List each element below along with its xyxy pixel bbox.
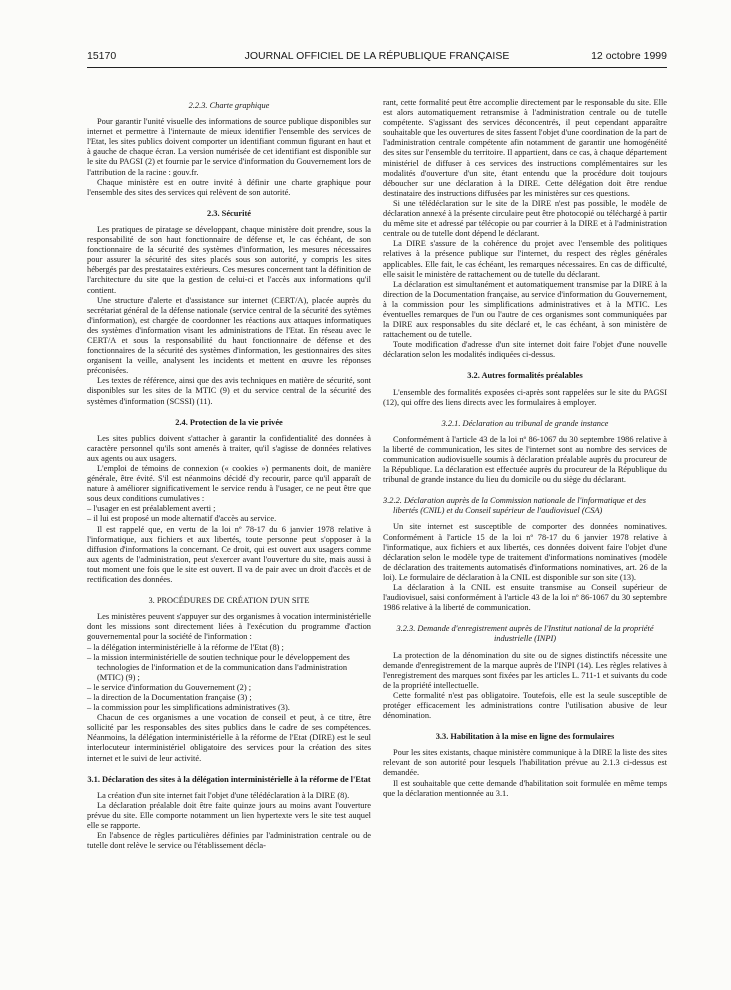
list-item: – la mission interministérielle de soutien technique pour le développement des technologies de l'information et de la communication dans l'administration (MTIC) (9) ; — [87, 652, 350, 682]
paragraph: La déclaration à la CNIL est ensuite transmise au Conseil supérieur de l'audiovisuel, saisi conformément à l'article 43 de la loi nº 86-1067 du 30 septembre 1986 relative à la liberté de communication. — [383, 583, 667, 613]
list-item: – la commission pour les simplifications administratives (3). — [87, 703, 290, 713]
paragraph: Les textes de référence, ainsi que des avis techniques en matière de sécurité, sont disponibles sur les sites de la MTIC (9) et du service central de la sécurité des systèmes d'information (SCSSI) (11). — [87, 376, 371, 406]
left-column — [87, 98, 371, 851]
paragraph: Pour garantir l'unité visuelle des informations de source publique disponibles sur internet et permettre à l'internaute de mieux identifier l'ensemble des services de l'Etat, les sites publics doivent comporter un identifiant commun figurant en haut et à gauche de chaque écran. La version numérisée de cet identifiant est disponible sur le site du PAGSI (2) et fournie par le service d'information du Gouvernement lors de l'attribution de la racine : gouv.fr. — [87, 117, 371, 177]
list-item: – la délégation interministérielle à la réforme de l'Etat (8) ; — [87, 642, 284, 652]
section-heading: 3. PROCÉDURES DE CRÉATION D'UN SITE — [148, 596, 310, 606]
page-number: 15170 — [87, 50, 117, 62]
section-heading: 3.2. Autres formalités préalables — [467, 371, 583, 381]
list-item: – le service d'information du Gouvernement (2) ; — [87, 682, 252, 692]
paragraph: Chacun de ces organismes a une vocation de conseil et peut, à ce titre, être sollicité par les responsables des sites publics dans le cadre de ses compétences. Néanmoins, la délégation interministérielle à la réforme de l'Etat (DIRE) est le seul interlocuteur interministériel obligatoire des services pour la création des sites internet et le suivi de leur activité. — [87, 713, 371, 763]
paragraph: La DIRE s'assure de la cohérence du projet avec l'ensemble des politiques relatives à la présence publique sur l'internet, du respect des règles générales applicables. Elle fait, le cas échéant, les remarques nécessaires. En cas de difficulté, elle saisit le ministère de rattachement ou de tutelle du déclarant. — [383, 239, 667, 279]
paragraph: Les ministères peuvent s'appuyer sur des organismes à vocation interministérielle dont les missions sont directement liées à l'exécution du programme d'action gouvernemental pour la société de l'information : — [87, 612, 371, 642]
paragraph: Chaque ministère est en outre invité à définir une charte graphique pour l'ensemble des sites des services qui relèvent de son autorité. — [87, 177, 371, 197]
paragraph: La déclaration est simultanément et automatiquement transmise par la DIRE à la direction de la Documentation française, au service d'information du Gouvernement, à la commission pour les simplifications administratives et à la MTIC. Les éventuelles remarques de l'un ou l'autre de ces organismes sont communiquées par la DIRE aux responsables du site déclaré et, le cas échéant, à son ministère de rattachement ou de tutelle. — [383, 279, 667, 340]
paragraph: Les pratiques de piratage se développant, chaque ministère doit prendre, sous la responsabilité de son haut fonctionnaire de défense et, le cas échéant, de son fonctionnaire de la sécurité des systèmes d'information, les mesures nécessaires pour assurer la sécurité des sites placés sous son autorité, y compris les sites hébergés par des prestataires extérieurs. Ces mesures concernent tant la définition de l'architecture du site que la gestion de celui-ci et l'accès aux informations qu'il contient. — [87, 224, 371, 295]
section-heading: 3.2.1. Déclaration au tribunal de grande instance — [441, 418, 609, 428]
section-heading: 3.1. Déclaration des sites à la délégation interministérielle à la réforme de l'Etat — [87, 774, 371, 784]
section-heading: 2.2.3. Charte graphique — [188, 101, 270, 110]
paragraph: La création d'un site internet fait l'objet d'une télédéclaration à la DIRE (8). — [97, 790, 350, 800]
issue-date: 12 octobre 1999 — [591, 50, 667, 62]
header-rule — [87, 67, 667, 68]
page-header — [87, 50, 667, 64]
paragraph: Pour les sites existants, chaque ministère communique à la DIRE la liste des sites relevant de son autorité pour lesquels l'habilitation prévue au 2.1.3 ci-dessus est demandée. — [383, 748, 667, 778]
paragraph: La protection de la dénomination du site ou de signes distinctifs nécessite une demande d'enregistrement de la marque auprès de l'INPI (14). Les règles relatives à l'enregistrement des marques sont fixées par les articles L. 711-1 et suivants du code de la propriété intellectuelle. — [383, 650, 667, 690]
paragraph: L'ensemble des formalités exposées ci-après sont rappelées sur le site du PAGSI (12), qui offre des liens directs avec les formulaires à employer. — [383, 387, 667, 407]
paragraph: En l'absence de règles particulières définies par l'administration centrale ou de tutelle dont relève le service ou l'établissement décla- — [87, 831, 371, 851]
paragraph: Il est rappelé que, en vertu de la loi nº 78-17 du 6 janvier 1978 relative à l'informatique, aux fichiers et aux libertés, toute personne peut s'opposer à la diffusion d'informations la concernant. Ce droit, qui est ouvert aux usagers comme aux agents de l'administration, peut s'exercer avant l'ouverture du site, mais aussi à tout moment une fois que le site est ouvert. Il va de pair avec un droit d'accès et de rectification des données. — [87, 524, 371, 585]
paragraph: L'emploi de témoins de connexion (« cookies ») permanents doit, de manière générale, être évité. S'il est néanmoins décidé d'y recourir, parce qu'il apparaît de nature à améliorer significativement le service rendu à l'usager, ce ne peut être que sous deux conditions cumulatives : — [87, 464, 371, 504]
list-item: – la direction de la Documentation française (3) ; — [87, 692, 252, 702]
paragraph: Si une télédéclaration sur le site de la DIRE n'est pas possible, le modèle de déclaration annexé à la présente circulaire peut être photocopié ou téléchargé à partir du même site et adressé par télécopie ou par courrier à la DIRE et à l'administration centrale ou de tutelle dont dépend le déclarant. — [383, 198, 667, 239]
paragraph: Toute modification d'adresse d'un site internet doit faire l'objet d'une nouvelle déclaration selon les modalités indiquées ci-dessus. — [383, 340, 667, 360]
journal-title: JOURNAL OFFICIEL DE LA RÉPUBLIQUE FRANÇAISE — [244, 50, 510, 62]
paragraph: rant, cette formalité peut être accomplie directement par le responsable du site. Elle est alors automatiquement retransmise à l'administration centrale ou de tutelle compétente. S'agissant des services déconcentrés, il peut cependant apparaître souhaitable que les ouvertures de sites fassent l'objet d'une coordination de la part de l'administration centrale compétente afin notamment de garantir une homogénéité des sites sur l'ensemble du territoire. Il appartient, dans ce cas, à chaque département ministériel de diffuser à ces services des instructions complémentaires sur les modalités d'ouverture d'un site, étant entendu que la procédure doit toujours déboucher sur une déclaration à la DIRE. Cette délégation doit être rendue destinataire des instructions diffusées par les ministères sur ces questions. — [383, 98, 667, 198]
paragraph: Les sites publics doivent s'attacher à garantir la confidentialité des données à caractère personnel qu'ils sont amenés à traiter, qu'il s'agisse de données relatives aux agents ou aux usagers. — [87, 433, 371, 463]
section-heading: 2.3. Sécurité — [207, 208, 251, 218]
section-heading: 3.2.3. Demande d'enregistrement auprès de l'Institut national de la propriété industrielle (INPI) — [396, 624, 654, 644]
right-column — [383, 98, 667, 799]
paragraph: Conformément à l'article 43 de la loi nº 86-1067 du 30 septembre 1986 relative à la liberté de communication, les sites de l'internet sont au nombre des services de communication audiovisuelle soumis à déclaration préalable auprès du procureur de la République. La déclaration est effectuée auprès du procureur de la République du tribunal de grande instance du lieu du domicile ou du siège du déclarant. — [383, 434, 667, 485]
paragraph: Cette formalité n'est pas obligatoire. Toutefois, elle est la seule susceptible de protéger efficacement les administrations contre l'utilisation abusive de leur dénomination. — [383, 690, 667, 721]
section-heading: 2.4. Protection de la vie privée — [175, 417, 283, 427]
section-heading: 3.2.2. Déclaration auprès de la Commission nationale de l'informatique et des libertés (CNIL) et du Conseil supérieur de l'audiovisuel (CSA) — [383, 496, 647, 516]
paragraph: La déclaration préalable doit être faite quinze jours au moins avant l'ouverture prévue du site. Elle comporte notamment un lien hypertexte vers le site test auquel elle se rapporte. — [87, 800, 371, 830]
paragraph: Un site internet est susceptible de comporter des données nominatives. Conformément à l'article 15 de la loi nº 78-17 du 6 janvier 1978 relative à l'informatique, aux fichiers et aux libertés, ces données doivent faire l'objet d'une déclaration selon le modèle type de traitement d'informations nominatives (modèle de déclaration des traitements automatisés d'informations nominatives, art. 26 de la loi). Le formulaire de déclaration à la CNIL est disponible sur son site (13). — [383, 522, 667, 582]
paragraph: Une structure d'alerte et d'assistance sur internet (CERT/A), placée auprès du secrétariat général de la défense nationale (service central de la sécurité des sytèmes d'information), est chargée de coordonner les réactions aux attaques informatiques des systèmes d'information visant les administrations de l'Etat. En réseau avec le CERT/A et sous la responsabilité du haut fonctionnaire de défense et des fonctionnaires de la sécurité des systèmes d'information, les gestionnaires des sites organisent la veille, analysent les incidents et mettent en œuvre les réponses préconisées. — [87, 295, 371, 376]
section-heading: 3.3. Habilitation à la mise en ligne des formulaires — [435, 732, 615, 742]
paragraph: Il est souhaitable que cette demande d'habilitation soit formulée en même temps que la déclaration mentionnée au 3.1. — [383, 778, 667, 798]
list-item: – il lui est proposé un mode alternatif d'accès au service. — [87, 514, 277, 524]
list-item: – l'usager en est préalablement averti ; — [87, 504, 216, 514]
